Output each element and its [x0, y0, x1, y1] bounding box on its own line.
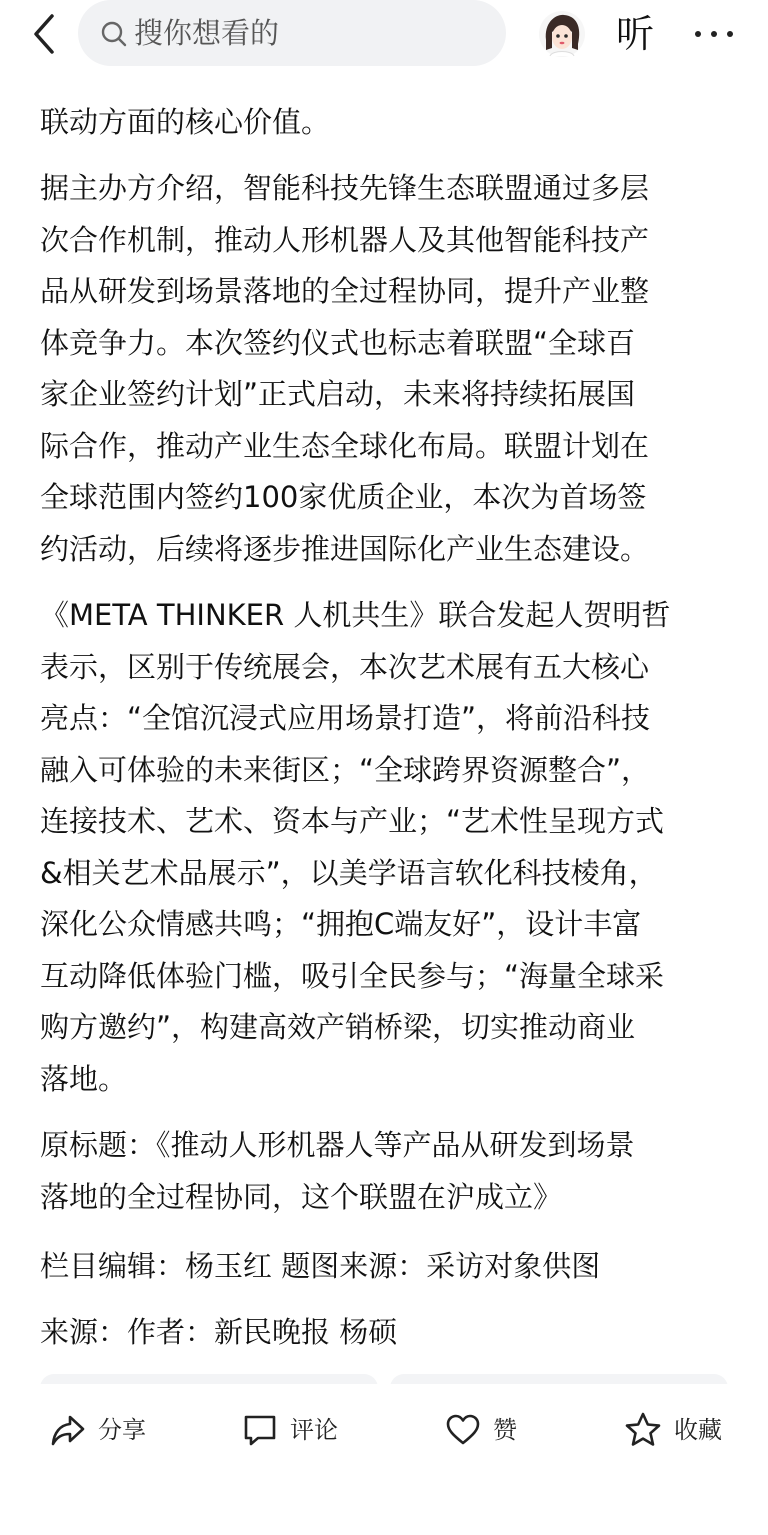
paragraph-line: 据主办方介绍，智能科技先锋生态联盟通过多层 — [40, 171, 650, 205]
source-credit: 来源：作者：新民晚报 杨硕 — [40, 1315, 398, 1349]
paragraph-line: 落地。 — [40, 1061, 128, 1096]
paragraph-line: 表示，区别于传统展会，本次艺术展有五大核心 — [40, 649, 650, 684]
comment-button[interactable] — [242, 1408, 338, 1452]
paragraph-line: 互动降低体验门槛，吸引全民参与；“海量全球采 — [40, 958, 665, 993]
heart-icon — [445, 1412, 481, 1448]
editor-credit: 栏目编辑：杨玉红 题图来源：采访对象供图 — [40, 1249, 601, 1283]
favorite-button[interactable] — [624, 1408, 722, 1452]
paragraph-line: 连接技术、艺术、资本与产业；“艺术性呈现方式 — [40, 804, 665, 838]
share-button[interactable] — [50, 1408, 146, 1452]
article-paragraph-2 — [40, 163, 735, 575]
more-dots-icon — [690, 14, 738, 54]
article-paragraph-1 — [40, 97, 735, 149]
like-button[interactable] — [445, 1408, 517, 1452]
avatar[interactable] — [538, 10, 586, 58]
search-placeholder: 搜你想看的 — [134, 16, 280, 50]
search-input[interactable] — [78, 0, 506, 66]
bottom-action-bar — [0, 1384, 768, 1535]
search-icon — [100, 20, 128, 48]
chevron-left-icon — [22, 12, 66, 56]
paragraph-line: 品从研发到场景落地的全过程协同，提升产业整 — [40, 274, 650, 308]
avatar-girl-icon — [538, 10, 586, 58]
like-label: 赞 — [493, 1416, 517, 1444]
paragraph-line: 亮点：“全馆沉浸式应用场景打造”，将前沿科技 — [40, 701, 651, 735]
share-arrow-icon — [50, 1412, 86, 1448]
paragraph-line: 《META THINKER 人机共生》联合发起人贺明哲 — [40, 598, 671, 632]
listen-button[interactable]: 听 — [616, 12, 655, 56]
share-label: 分享 — [98, 1416, 146, 1444]
article-paragraph-3 — [40, 590, 735, 1105]
paragraph-line: 深化公众情感共鸣；“拥抱C端友好”，设计丰富 — [40, 907, 642, 941]
original-title-paragraph — [40, 1120, 735, 1223]
star-icon — [624, 1411, 662, 1449]
paragraph-line: 约活动，后续将逐步推进国际化产业生态建设。 — [40, 531, 650, 566]
paragraph-line: 际合作，推动产业生态全球化布局。联盟计划在 — [40, 428, 650, 463]
top-bar — [0, 0, 768, 72]
comment-bubble-icon — [242, 1412, 278, 1448]
paragraph-line: 购方邀约”，构建高效产销桥梁，切实推动商业 — [40, 1010, 636, 1044]
paragraph-line: 融入可体验的未来街区；“全球跨界资源整合”， — [40, 752, 651, 787]
favorite-label: 收藏 — [674, 1416, 722, 1444]
paragraph-line: 联动方面的核心价值。 — [40, 105, 331, 139]
paragraph-line: 落地的全过程协同，这个联盟在沪成立》 — [40, 1179, 563, 1214]
paragraph-line: &相关艺术品展示”，以美学语言软化科技棱角， — [40, 855, 658, 890]
paragraph-line: 全球范围内签约100家优质企业，本次为首场签 — [40, 480, 647, 514]
paragraph-line: 次合作机制，推动人形机器人及其他智能科技产 — [40, 222, 650, 257]
paragraph-line: 体竞争力。本次签约仪式也标志着联盟“全球百 — [40, 325, 636, 360]
more-button[interactable] — [690, 14, 738, 54]
paragraph-line: 原标题：《推动人形机器人等产品从研发到场景 — [40, 1128, 635, 1162]
back-button[interactable] — [22, 12, 66, 56]
comment-label: 评论 — [290, 1416, 338, 1444]
paragraph-line: 家企业签约计划”正式启动，未来将持续拓展国 — [40, 377, 636, 411]
